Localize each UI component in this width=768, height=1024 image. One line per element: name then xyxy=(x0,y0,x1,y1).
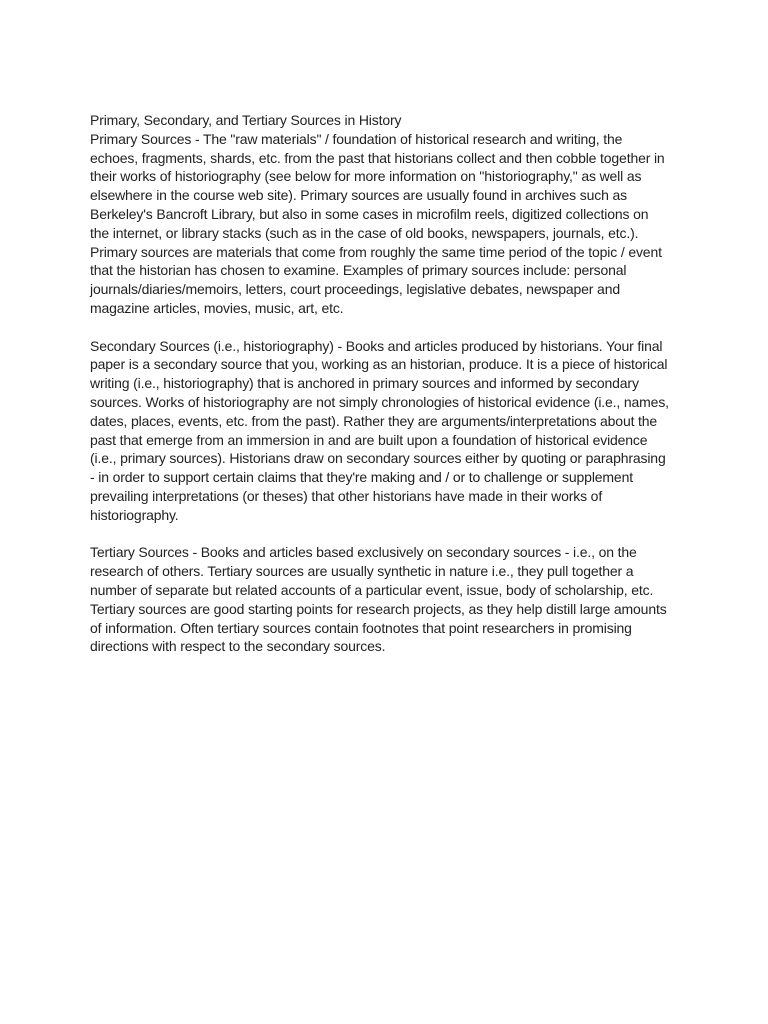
paragraph-secondary-sources: Secondary Sources (i.e., historiography) - Books and articles produced by historians. Your final paper is a secondary source that you, working as an historian, produce. It is a piece of historical writing (i.e., historiography) that is anchored in primary sources and informed by secondary sources. Works of historiography are not simply chronologies of historical evidence (i.e., names, dates, places, events, etc. from the past). Rather they are arguments/interpretations about the past that emerge from an immersion in and are built upon a foundation of historical evidence (i.e., primary sources). Historians draw on secondary sources either by quoting or paraphrasing - in order to support certain claims that they're making and / or to challenge or supplement prevailing interpretations (or theses) that other historians have made in their works of historiography. xyxy=(90,337,669,523)
paragraph-gap xyxy=(90,318,682,337)
paragraph-primary-sources: Primary Sources - The "raw materials" / foundation of historical research and writing, the echoes, fragments, shards, etc. from the past that historians collect and then cobble together in their works of historiography (see below for more information on "historiography," as well as elsewhere in the course web site). Primary sources are usually found in archives such as Berkeley's Bancroft Library, but also in some cases in microfilm reels, digitized collections on the internet, or library stacks (such as in the case of old books, newspapers, journals, etc.). Primary sources are materials that come from roughly the same time period of the topic / event that the historian has chosen to examine. Examples of primary sources include: personal journals/diaries/memoirs, letters, court proceedings, legislative debates, newspaper and magazine articles, movies, music, art, etc. xyxy=(90,130,665,316)
document-title: Primary, Secondary, and Tertiary Sources in History xyxy=(90,112,402,128)
document-page xyxy=(90,111,682,656)
paragraph-gap xyxy=(90,525,682,544)
paragraph-tertiary-sources: Tertiary Sources - Books and articles based exclusively on secondary sources - i.e., on the research of others. Tertiary sources are usually synthetic in nature i.e., they pull together a number of separate but related accounts of a particular event, issue, body of scholarship, etc. Tertiary sources are good starting points for research projects, as they help distill large amounts of information. Often tertiary sources contain footnotes that point researchers in promising directions with respect to the secondary sources. xyxy=(90,544,667,655)
